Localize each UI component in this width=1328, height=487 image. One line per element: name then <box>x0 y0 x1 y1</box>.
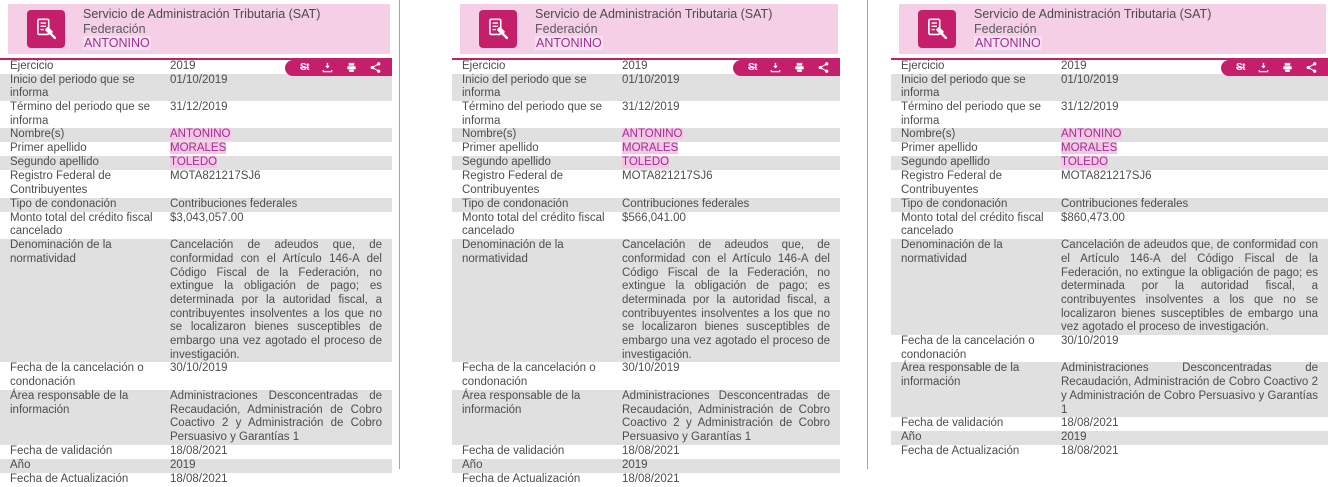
field-value-text: 31/12/2019 <box>170 100 228 113</box>
record-table <box>891 58 1328 460</box>
field-value <box>170 212 392 239</box>
field-label: Primer apellido <box>10 142 87 155</box>
field-label: Tipo de condonación <box>462 197 569 210</box>
field-label: Tipo de condonación <box>10 197 117 210</box>
matched-subject-line <box>974 36 1211 51</box>
field-row <box>891 239 1328 335</box>
strikethrough-button[interactable] <box>748 60 757 76</box>
field-label: Segundo apellido <box>462 156 551 169</box>
field-row <box>891 212 1328 239</box>
search-highlight: TOLEDO <box>1061 156 1109 169</box>
field-value-text: 18/08/2021 <box>622 444 680 457</box>
field-value-text: 01/10/2019 <box>622 73 680 86</box>
field-value <box>1061 431 1328 445</box>
field-label: Nombre(s) <box>10 128 65 141</box>
print-button[interactable] <box>1282 60 1293 76</box>
record-table <box>452 58 840 487</box>
field-value <box>1061 156 1328 170</box>
field-row <box>891 417 1328 431</box>
field-value <box>622 473 840 487</box>
download-icon <box>770 62 781 73</box>
institution-name: Servicio de Administración Tributaria (SAT) <box>974 7 1212 21</box>
matched-subject-name: ANTONINO <box>975 36 1041 50</box>
field-row <box>0 212 392 239</box>
field-value-text: 2019 <box>622 458 648 471</box>
field-value-text: 18/08/2021 <box>1061 417 1119 430</box>
card-toolbar <box>285 60 392 76</box>
field-value-text: MOTA821217SJ6 <box>170 170 261 183</box>
search-highlight: MORALES <box>1061 142 1118 155</box>
strikethrough-text-icon: St <box>748 61 757 73</box>
field-row <box>452 170 840 197</box>
record-card <box>0 4 392 487</box>
card-header <box>460 4 838 54</box>
branch-label: Federación <box>974 21 1037 36</box>
printer-icon <box>794 62 805 73</box>
branch-label: Federación <box>83 21 146 36</box>
field-value-text: MOTA821217SJ6 <box>1061 170 1152 183</box>
field-value <box>170 101 392 128</box>
field-label: Año <box>462 458 483 471</box>
field-label: Fecha de validación <box>462 444 565 457</box>
field-row <box>452 390 840 445</box>
field-value-text: 2019 <box>170 458 196 471</box>
field-value <box>170 239 392 362</box>
field-row <box>891 198 1328 212</box>
field-value-text: 30/10/2019 <box>170 362 228 375</box>
field-label: Primer apellido <box>901 142 978 155</box>
card-toolbar <box>1221 60 1328 76</box>
share-icon <box>818 62 829 73</box>
result-column <box>0 0 400 485</box>
field-value <box>170 445 392 459</box>
field-label: Denominación de la normatividad <box>901 239 1003 265</box>
field-value-text: Administraciones Desconcentradas de Recaudación, Administración de Cobro Coactivo 2 y Administración de Cobro Persuasivo y Garantías 1 <box>1061 362 1318 416</box>
card-header <box>8 4 390 54</box>
matched-subject-name: ANTONINO <box>536 36 602 50</box>
field-value-text: 18/08/2021 <box>170 472 228 485</box>
field-value-text: Administraciones Desconcentradas de Recaudación, Administración de Cobro Coactivo 2 y Administración de Cobro Persuasivo y Garantías 1 <box>170 389 382 443</box>
card-toolbar <box>733 60 840 76</box>
share-button[interactable] <box>1306 60 1317 76</box>
field-value <box>170 74 392 101</box>
field-value-text: Contribuciones federales <box>1061 197 1189 210</box>
field-row <box>452 212 840 239</box>
field-label: Fecha de validación <box>901 417 1004 430</box>
field-label: Segundo apellido <box>10 156 99 169</box>
share-button[interactable] <box>818 60 829 76</box>
field-value <box>1061 239 1328 335</box>
field-value <box>622 445 840 459</box>
field-row <box>891 142 1328 156</box>
field-label: Área responsable de la información <box>901 362 1020 389</box>
field-rows <box>0 60 392 487</box>
field-row <box>0 473 392 487</box>
field-value <box>1061 170 1328 197</box>
field-row <box>891 431 1328 445</box>
field-label: Ejercicio <box>901 59 945 72</box>
field-row <box>891 74 1328 101</box>
field-label: Término del periodo que se informa <box>901 100 1041 127</box>
field-row <box>452 142 840 156</box>
print-button[interactable] <box>346 60 357 76</box>
institution-name: Servicio de Administración Tributaria (SAT) <box>83 7 321 21</box>
download-button[interactable] <box>322 60 333 76</box>
field-label: Fecha de la cancelación o condonación <box>462 362 596 389</box>
field-value <box>622 459 840 473</box>
field-label: Ejercicio <box>462 59 506 72</box>
search-highlight: TOLEDO <box>170 156 218 169</box>
field-row <box>0 362 392 389</box>
field-value <box>1061 445 1328 459</box>
field-value-text: 01/10/2019 <box>170 73 228 86</box>
branch-label: Federación <box>535 21 598 36</box>
field-label: Fecha de Actualización <box>462 472 581 485</box>
field-row <box>452 445 840 459</box>
printer-icon <box>346 62 357 73</box>
field-value-text: 31/12/2019 <box>1061 100 1119 113</box>
field-row <box>891 170 1328 197</box>
search-highlight: ANTONINO <box>1061 128 1122 141</box>
field-value-text: 30/10/2019 <box>1061 335 1119 348</box>
field-row <box>891 156 1328 170</box>
field-value-text: 30/10/2019 <box>622 362 680 375</box>
document-gavel-icon <box>479 10 517 48</box>
field-value <box>622 212 840 239</box>
field-value-text: $3,043,057.00 <box>170 211 244 224</box>
share-icon <box>370 62 381 73</box>
field-value-text: Contribuciones federales <box>170 197 298 210</box>
field-label: Inicio del periodo que se informa <box>10 73 135 100</box>
card-header-text <box>83 7 320 51</box>
field-value-text: Contribuciones federales <box>622 197 750 210</box>
card-header <box>899 4 1326 54</box>
field-value <box>170 198 392 212</box>
printer-icon <box>1282 62 1293 73</box>
field-value <box>1061 362 1328 417</box>
field-label: Registro Federal de Contribuyentes <box>462 170 563 197</box>
download-icon <box>1258 62 1269 73</box>
field-label: Año <box>901 431 922 444</box>
strikethrough-button[interactable] <box>300 60 309 76</box>
field-label: Denominación de la normatividad <box>10 239 112 265</box>
field-value-text: Cancelación de adeudos que, de conformidad con el Artículo 146-A del Código Fiscal de la Federación, no extingue la obligación de pago; es determinada por la autoridad fiscal, a contribuyentes insolventes a los que no se localizaron bienes susceptibles de embargo una vez agotado el proceso de investigación. <box>622 239 830 361</box>
field-row <box>452 459 840 473</box>
field-row <box>452 156 840 170</box>
field-value-text: Cancelación de adeudos que, de conformidad con el Artículo 146-A del Código Fiscal de la Federación, no extingue la obligación de pago; es determinada por la autoridad fiscal, a contribuyentes insolventes a los que no se localizaron bienes susceptibles de embargo una vez agotado el proceso de investigación. <box>1061 239 1318 334</box>
field-label: Área responsable de la información <box>462 389 581 416</box>
field-value <box>170 473 392 487</box>
field-value <box>622 390 840 445</box>
field-value <box>170 170 392 197</box>
search-highlight: MORALES <box>622 142 679 155</box>
field-value <box>622 362 840 389</box>
card-header-text <box>974 7 1211 51</box>
field-row <box>0 445 392 459</box>
field-value-text: 2019 <box>622 59 648 72</box>
field-label: Segundo apellido <box>901 156 990 169</box>
field-label: Registro Federal de Contribuyentes <box>901 170 1002 197</box>
strikethrough-button[interactable] <box>1236 60 1245 76</box>
field-value <box>622 74 840 101</box>
field-label: Ejercicio <box>10 59 54 72</box>
field-row <box>0 170 392 197</box>
result-column <box>400 0 868 485</box>
result-column <box>868 0 1328 469</box>
field-label: Monto total del crédito fiscal cancelado <box>901 211 1044 238</box>
field-label: Fecha de Actualización <box>10 472 129 485</box>
field-value <box>622 128 840 142</box>
field-label: Área responsable de la información <box>10 389 129 416</box>
field-value <box>622 156 840 170</box>
field-value <box>622 170 840 197</box>
field-value-text: 18/08/2021 <box>170 444 228 457</box>
record-table <box>0 58 392 487</box>
field-row <box>452 74 840 101</box>
search-highlight: ANTONINO <box>622 128 683 141</box>
field-row <box>452 473 840 487</box>
matched-subject-line <box>83 36 320 51</box>
document-gavel-icon <box>918 10 956 48</box>
field-label: Fecha de Actualización <box>901 445 1020 458</box>
field-label: Registro Federal de Contribuyentes <box>10 170 111 197</box>
field-value <box>1061 101 1328 128</box>
field-value <box>170 390 392 445</box>
matched-subject-name: ANTONINO <box>84 36 150 50</box>
field-row <box>0 239 392 362</box>
download-button[interactable] <box>1258 60 1269 76</box>
field-value <box>1061 212 1328 239</box>
field-label: Monto total del crédito fiscal cancelado <box>462 211 605 238</box>
field-rows <box>452 60 840 487</box>
field-value <box>170 459 392 473</box>
field-value <box>1061 74 1328 101</box>
field-row <box>0 459 392 473</box>
share-button[interactable] <box>370 60 381 76</box>
download-icon <box>322 62 333 73</box>
field-value <box>170 362 392 389</box>
field-value-text: 01/10/2019 <box>1061 73 1119 86</box>
field-label: Fecha de la cancelación o condonación <box>10 362 144 389</box>
field-row <box>891 335 1328 362</box>
field-label: Tipo de condonación <box>901 197 1008 210</box>
field-row <box>0 142 392 156</box>
field-value <box>170 156 392 170</box>
field-value-text: Cancelación de adeudos que, de conformidad con el Artículo 146-A del Código Fiscal de la Federación, no extingue la obligación de pago; es determinada por la autoridad fiscal, a contribuyentes insolventes a los que no se localizaron bienes susceptibles de embargo una vez agotado el proceso de investigación. <box>170 239 382 361</box>
field-value <box>1061 142 1328 156</box>
field-row <box>452 101 840 128</box>
field-value <box>622 101 840 128</box>
document-gavel-icon <box>27 10 65 48</box>
field-label: Nombre(s) <box>462 128 517 141</box>
print-button[interactable] <box>794 60 805 76</box>
field-value-text: $566,041.00 <box>622 211 686 224</box>
field-label: Inicio del periodo que se informa <box>462 73 587 100</box>
field-label: Término del periodo que se informa <box>462 100 602 127</box>
field-value <box>170 128 392 142</box>
field-label: Inicio del periodo que se informa <box>901 73 1026 100</box>
field-row <box>0 101 392 128</box>
field-label: Fecha de la cancelación o condonación <box>901 335 1035 361</box>
field-value-text: 2019 <box>1061 59 1087 72</box>
strikethrough-text-icon: St <box>300 61 309 73</box>
field-value-text: MOTA821217SJ6 <box>622 170 713 183</box>
field-label: Nombre(s) <box>901 128 956 141</box>
field-rows <box>891 60 1328 460</box>
field-label: Primer apellido <box>462 142 539 155</box>
field-label: Denominación de la normatividad <box>462 239 564 265</box>
record-card <box>452 4 840 487</box>
field-row <box>0 390 392 445</box>
download-button[interactable] <box>770 60 781 76</box>
field-value <box>622 142 840 156</box>
field-value <box>170 142 392 156</box>
field-row <box>891 362 1328 417</box>
field-label: Año <box>10 458 31 471</box>
share-icon <box>1306 62 1317 73</box>
field-row <box>452 198 840 212</box>
field-row <box>452 362 840 389</box>
field-value-text: 2019 <box>1061 431 1087 444</box>
field-row <box>452 239 840 362</box>
search-highlight: ANTONINO <box>170 128 231 141</box>
field-value-text: 18/08/2021 <box>622 472 680 485</box>
field-value <box>1061 417 1328 431</box>
field-row <box>0 74 392 101</box>
card-header-text <box>535 7 772 51</box>
field-value-text: 18/08/2021 <box>1061 445 1119 458</box>
field-value <box>1061 198 1328 212</box>
strikethrough-text-icon: St <box>1236 61 1245 73</box>
search-highlight: TOLEDO <box>622 156 670 169</box>
field-value-text: 2019 <box>170 59 196 72</box>
field-row <box>0 156 392 170</box>
field-value <box>622 198 840 212</box>
record-card <box>891 4 1328 459</box>
field-row <box>452 128 840 142</box>
field-value <box>1061 128 1328 142</box>
field-row <box>891 101 1328 128</box>
field-value-text: Administraciones Desconcentradas de Recaudación, Administración de Cobro Coactivo 2 y Administración de Cobro Persuasivo y Garantías 1 <box>622 389 830 443</box>
field-label: Fecha de validación <box>10 444 113 457</box>
field-value <box>622 239 840 362</box>
field-value-text: $860,473.00 <box>1061 211 1125 224</box>
field-value <box>1061 335 1328 362</box>
field-label: Monto total del crédito fiscal cancelado <box>10 211 153 238</box>
field-label: Término del periodo que se informa <box>10 100 150 127</box>
field-row <box>0 198 392 212</box>
matched-subject-line <box>535 36 772 51</box>
field-row <box>0 128 392 142</box>
search-highlight: MORALES <box>170 142 227 155</box>
institution-name: Servicio de Administración Tributaria (SAT) <box>535 7 773 21</box>
field-value-text: 31/12/2019 <box>622 100 680 113</box>
field-row <box>891 445 1328 459</box>
field-row <box>891 128 1328 142</box>
